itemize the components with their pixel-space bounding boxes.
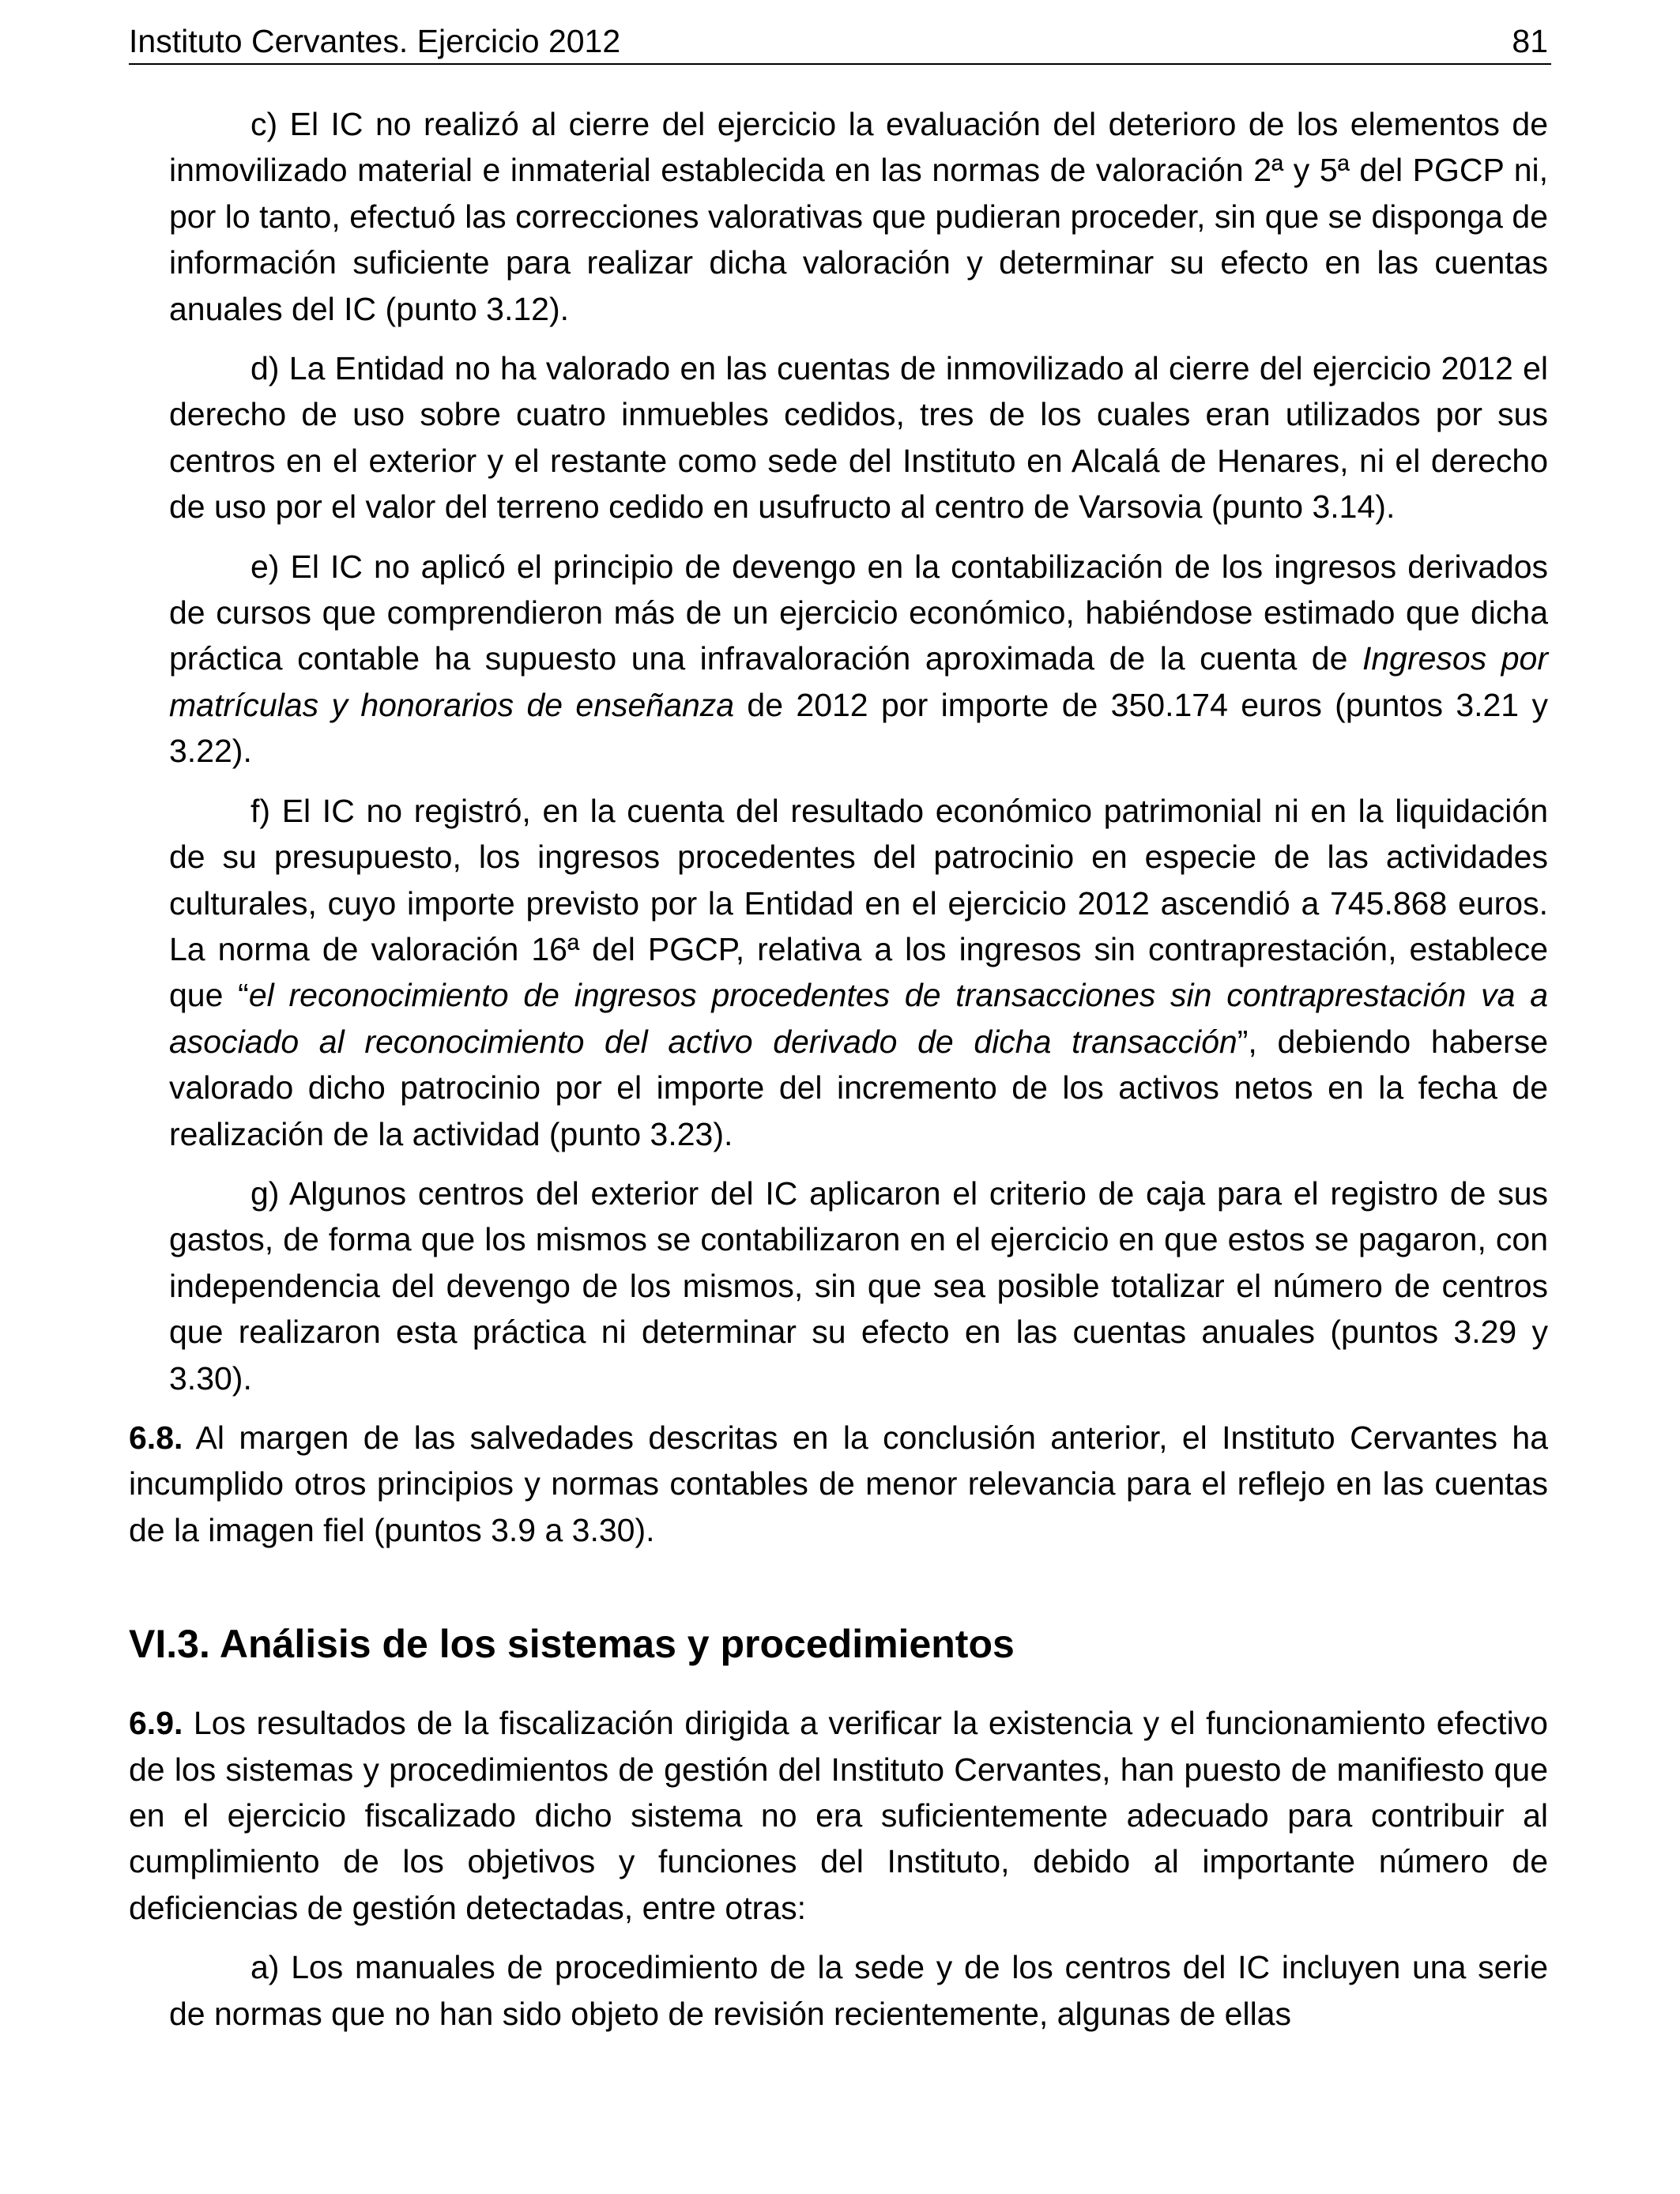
paragraph-6-9-number: 6.9. <box>129 1705 183 1742</box>
section-heading: VI.3. Análisis de los sistemas y procedimientos <box>129 1622 1015 1667</box>
item-a: a) Los manuales de procedimiento de la sede y de los centros del IC incluyen una serie de normas que no han sido objeto de revisión recientemente, algunas de ellas <box>169 1949 1548 2032</box>
item-e-text-end: de 2012 por importe de 350.174 euros (puntos 3.21 y 3.22). <box>169 686 1548 770</box>
paragraph-6-8-text: Al margen de las salvedades descritas en la conclusión anterior, el Instituto Cervantes ha incumplido otros principios y normas contables de menor relevancia para el reflejo en las cuentas de la imagen fiel (puntos 3.9 a 3.30). <box>129 1419 1548 1548</box>
item-e-account-name: Ingresos por matrículas y honorarios de enseñanza <box>169 640 1548 723</box>
item-c: c) El IC no realizó al cierre del ejercicio la evaluación del deterioro de los elementos de inmovilizado material e inmaterial establecida en las normas de valoración 2ª y 5ª del PGCP ni, por lo tanto, efectuó las correcciones valorativas que pudieran proceder, sin que se disponga de información suficiente para realizar dicha valoración y determinar su efecto en las cuentas anuales del IC (punto 3.12). <box>169 106 1548 327</box>
paragraph-6-8-number: 6.8. <box>129 1419 183 1456</box>
paragraph-6-9-text: Los resultados de la fiscalización dirigida a verificar la existencia y el funcionamiento efectivo de los sistemas y procedimientos de gestión del Instituto Cervantes, han puesto de manifiesto que en el ejercicio fiscalizado dicho sistema no era suficientemente adecuado para contribuir al cumplimiento de los objetivos y funciones del Instituto, debido al importante número de deficiencias de gestión detectadas, entre otras: <box>129 1705 1548 1926</box>
paragraph-6-8 <box>129 1415 1548 1553</box>
item-f <box>169 788 1548 1157</box>
item-d: d) La Entidad no ha valorado en las cuentas de inmovilizado al cierre del ejercicio 2012 el derecho de uso sobre cuatro inmuebles cedidos, tres de los cuales eran utilizados por sus centros en el exterior y el restante como sede del Instituto en Alcalá de Henares, ni el derecho de uso por el valor del terreno cedido en usufructo al centro de Varsovia (punto 3.14). <box>169 350 1548 526</box>
document-body <box>129 101 1548 2050</box>
paragraph-6-9 <box>129 1700 1548 1931</box>
item-f-text: f) El IC no registró, en la cuenta del resultado económico patrimonial ni en la liquidación de su presupuesto, los ingresos procedentes del patrocinio en especie de las actividades culturales, cuyo importe previsto por la Entidad en el ejercicio 2012 ascendió a 745.868 euros. La norma de valoración 16ª del PGCP, relativa a los ingresos sin contraprestación, establece que “ <box>169 792 1548 1014</box>
page-header <box>129 21 1551 65</box>
page-number: 81 <box>1512 23 1548 59</box>
item-e <box>169 544 1548 775</box>
item-e-text: e) El IC no aplicó el principio de devengo en la contabilización de los ingresos derivados de cursos que comprendieron más de un ejercicio económico, habiéndose estimado que dicha práctica contable ha supuesto una infravaloración aproximada de la cuenta de <box>169 548 1548 677</box>
item-f-text-end: ”, debiendo haberse valorado dicho patrocinio por el importe del incremento de los activos netos en la fecha de realización de la actividad (punto 3.23). <box>169 1023 1548 1152</box>
item-g: g) Algunos centros del exterior del IC aplicaron el criterio de caja para el registro de sus gastos, de forma que los mismos se contabilizaron en el ejercicio en que estos se pagaron, con independencia del devengo de los mismos, sin que sea posible totalizar el número de centros que realizaron esta práctica ni determinar su efecto en las cuentas anuales (puntos 3.29 y 3.30). <box>169 1174 1548 1397</box>
item-f-quote: el reconocimiento de ingresos procedentes de transacciones sin contraprestación va a asociado al reconocimiento del activo derivado de dicha transacción <box>169 977 1548 1060</box>
header-title: Instituto Cervantes. Ejercicio 2012 <box>129 23 621 59</box>
